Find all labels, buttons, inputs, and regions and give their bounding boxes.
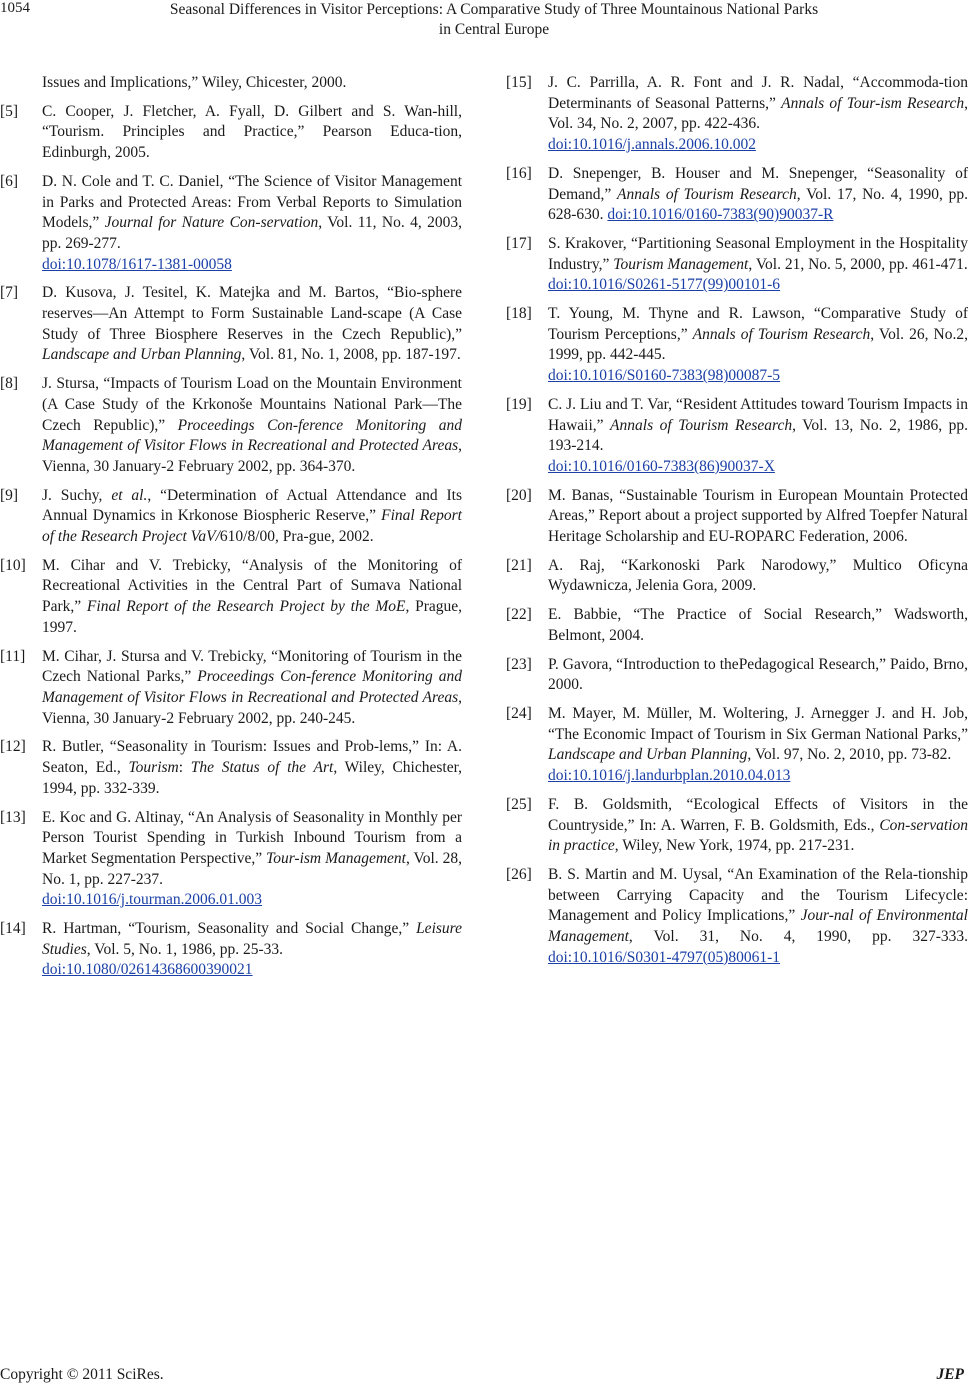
reference-text [42, 283, 462, 366]
reference-number: [6] [0, 172, 19, 190]
reference-text-segment: C. J. Liu and T. Var, “Resident Attitudes toward Tourism Impacts in Hawaii,” [548, 395, 968, 434]
reference-item [506, 73, 968, 156]
doi-link[interactable]: doi:10.1016/j.tourman.2006.01.003 [42, 891, 263, 909]
reference-item [506, 865, 968, 969]
reference-source-title: Proceedings Con-ference Monitoring and Management of Visitor Flows in Recreational and Protected Areas [42, 668, 462, 706]
doi-line [548, 457, 968, 478]
reference-number: [26] [506, 865, 532, 883]
reference-text-segment: , Vol. 31, No. 4, 1990, pp. 327-333. [628, 928, 968, 946]
journal-abbreviation: JEP [936, 1366, 964, 1383]
reference-number: [11] [0, 647, 26, 665]
reference-text [42, 102, 462, 164]
reference-source-title: Con-servation in practice [548, 816, 968, 855]
reference-item [506, 704, 968, 787]
reference-list-left [0, 102, 462, 981]
reference-text-segment: , Vol. 34, No. 2, 2007, pp. 422-436. [548, 94, 968, 133]
reference-text [548, 304, 968, 366]
reference-item [506, 795, 968, 857]
reference-number: [16] [506, 164, 532, 182]
reference-number: [19] [506, 395, 532, 413]
reference-text-segment: J. C. Parrilla, A. R. Font and J. R. Nadal, “Accommoda-tion Determinants of Seasonal Patterns,” [548, 74, 968, 112]
reference-text-segment: J. Stursa, “Impacts of Tourism Load on the Mountain Environment (A Case Study of the Krkonoše Mountains National Park—The Czech Republic),” [42, 375, 462, 434]
references-left-column [0, 73, 462, 989]
reference-text-segment: M. Mayer, M. Müller, M. Woltering, J. Arnegger J. and H. Job, “The Economic Impact of Tourism in Six German National Parks,” [548, 704, 968, 743]
page-number: 1054 [0, 0, 30, 16]
reference-item [0, 647, 462, 730]
reference-item [0, 283, 462, 366]
reference-text [548, 395, 968, 457]
doi-link[interactable]: doi:10.1016/S0261-5177(99)00101-6 [548, 276, 781, 294]
reference-text-segment: , Vol. 26, No.2, 1999, pp. 442-445. [548, 325, 968, 364]
reference-text-segment: M. Banas, “Sustainable Tourism in European Mountain Protected Areas,” Report about a project supported by Alfred Toepfer Natural Heritage Scholarship and EU-ROPARC Federation, 2006. [548, 486, 968, 546]
reference-item [0, 102, 462, 164]
reference-number: [23] [506, 655, 532, 673]
reference-text-segment: , Vol. 97, No. 2, 2010, pp. 73-82. [747, 746, 952, 764]
reference-item [0, 374, 462, 478]
reference-source-title: Annals of Tour-ism Research [781, 94, 965, 112]
running-title-line-1: Seasonal Differences in Visitor Perceptions: A Comparative Study of Three Mountainous National Parks [169, 1, 819, 18]
reference-text [548, 486, 968, 548]
reference-number: [13] [0, 808, 26, 826]
reference-text-segment: , Wiley, Chichester, 1994, pp. 332-339. [42, 759, 462, 797]
reference-item [0, 919, 462, 981]
reference-text-segment: A. Raj, “Karkonoski Park Narodowy,” Multico Oficyna Wydawnicza, Jelenia Gora, 2009. [548, 556, 968, 595]
reference-text-segment: M. Cihar, J. Stursa and V. Trebicky, “Monitoring of Tourism in the Czech National Parks,” [42, 647, 462, 686]
reference-text-segment: M. Cihar and V. Trebicky, “Analysis of the Monitoring of Recreational Activities in the Central Part of Sumava National Park,” [42, 556, 462, 616]
doi-link[interactable]: doi:10.1016/S0301-4797(05)80061-1 [548, 948, 781, 966]
doi-link[interactable]: doi:10.1016/S0160-7383(98)00087-5 [548, 367, 781, 385]
reference-text-segment: D. N. Cole and T. C. Daniel, “The Science of Visitor Management in Parks and Protected Areas: From Verbal Reports to Simulation Models,” [42, 172, 462, 232]
reference-source-title: Proceedings Con-ference Monitoring and Management of Visitor Flows in Recreational and Protected Areas [42, 416, 463, 455]
doi-line [548, 766, 968, 787]
reference-text-segment: : [178, 759, 191, 777]
reference-text [548, 795, 968, 857]
doi-line [548, 135, 968, 156]
doi-line [548, 275, 968, 296]
reference-text-segment: D. Snepenger, B. Houser and M. Snepenger, “Seasonality of Demand,” [548, 164, 968, 203]
reference-item [506, 164, 968, 226]
reference-number: [12] [0, 738, 26, 756]
reference-number: [24] [506, 704, 532, 722]
reference-text [42, 172, 462, 255]
reference-item [506, 655, 968, 696]
doi-line [42, 960, 462, 981]
doi-link[interactable]: doi:10.1016/j.annals.2006.10.002 [548, 136, 756, 154]
reference-text-segment: R. Hartman, “Tourism, Seasonality and Social Change,” [42, 920, 417, 938]
running-title-line-2: in Central Europe [438, 20, 550, 38]
reference-text [42, 737, 462, 799]
reference-source-title: Annals of Tourism Research [617, 185, 797, 203]
reference-source-title: Final Report of the Research Project by the MoE [86, 598, 406, 616]
reference-source-title: Landscape and Urban Planning [42, 346, 242, 364]
reference-number: [8] [0, 375, 19, 393]
doi-link[interactable]: doi:10.1016/0160-7383(90)90037-R [607, 206, 834, 224]
reference-item [506, 395, 968, 478]
reference-number: [10] [0, 556, 26, 574]
reference-source-title: Tour-ism Management [266, 849, 406, 867]
reference-list-right [506, 73, 968, 968]
reference-text-segment: , Vol. 5, No. 1, 1986, pp. 25-33. [86, 940, 283, 958]
references-right-column [506, 73, 968, 976]
reference-text-segment: T. Young, M. Thyne and R. Lawson, “Comparative Study of Tourism Perceptions,” [548, 305, 968, 343]
reference-text-segment: J. Suchy, [42, 486, 112, 504]
reference-text-segment: E. Babbie, “The Practice of Social Research,” Wadsworth, Belmont, 2004. [548, 606, 968, 644]
reference-source-title: Tourism Management [613, 255, 749, 273]
running-title [60, 0, 928, 39]
reference-continued-text: Issues and Implications,” Wiley, Chicester, 2000. [42, 74, 347, 91]
reference-source-title: Annals of Tourism Research [610, 416, 793, 434]
reference-source-title: Tourism [128, 759, 179, 777]
reference-number: [9] [0, 486, 19, 504]
reference-text-segment: , Vol. 17, No. 4, 1990, pp. 628-630. [548, 185, 968, 224]
doi-link[interactable]: doi:10.1016/0160-7383(86)90037-X [548, 457, 775, 475]
reference-text [548, 655, 968, 696]
reference-text-segment: F. B. Goldsmith, “Ecological Effects of Visitors in the Countryside,” In: A. Warren, F. B. Goldsmith, Eds., [548, 795, 968, 834]
reference-text-segment: C. Cooper, J. Fletcher, A. Fyall, D. Gilbert and S. Wan-hill, “Tourism. Principles and Practice,” Pearson Educa-tion, Edinburgh, 2005. [42, 102, 462, 162]
reference-number: [17] [506, 234, 532, 252]
reference-text [42, 919, 462, 960]
reference-item [506, 486, 968, 548]
reference-text [42, 486, 462, 548]
reference-number: [7] [0, 284, 19, 302]
doi-line [42, 890, 462, 911]
reference-item [0, 556, 462, 639]
reference-text [42, 556, 462, 639]
reference-source-title: et al. [111, 486, 148, 504]
reference-text [548, 704, 968, 766]
reference-item [0, 486, 462, 548]
reference-number: [5] [0, 102, 19, 120]
reference-source-title: Jour-nal of Environmental Management [548, 907, 968, 946]
reference-number: [14] [0, 920, 26, 938]
reference-text-segment: S. Krakover, “Partitioning Seasonal Employment in the Hospitality Industry,” [548, 234, 968, 273]
reference-number: [20] [506, 486, 532, 504]
reference-item [506, 234, 968, 296]
reference-text [548, 556, 968, 597]
reference-text-segment: , Vol. 81, No. 1, 2008, pp. 187-197. [241, 346, 461, 364]
reference-text-segment: R. Butler, “Seasonality in Tourism: Issues and Prob-lems,” In: A. Seaton, Ed., [42, 738, 462, 777]
reference-text [548, 73, 968, 135]
reference-text-segment: , Wiley, New York, 1974, pp. 217-231. [614, 837, 855, 855]
reference-text [548, 164, 968, 226]
reference-item [506, 556, 968, 597]
reference-text-segment: , “Determination of Actual Attendance and Its Annual Dynamics in Krkonose Biospheric Reserve,” [42, 486, 462, 525]
reference-text-segment: , Prague, 1997. [42, 598, 463, 636]
reference-number: [22] [506, 606, 532, 624]
reference-item [0, 808, 462, 912]
reference-number: [25] [506, 795, 532, 813]
reference-text [548, 234, 968, 275]
reference-number: [15] [506, 74, 532, 91]
reference-text-segment: D. Kusova, J. Tesitel, K. Matejka and M. Bartos, “Bio-sphere reserves—An Attempt to Form Sustainable Land-scape (A Case Study of Three Biosphere Reserves in the Czech Republic),” [42, 284, 462, 343]
reference-text-segment: , Vol. 21, No. 5, 2000, pp. 461-471. [748, 255, 968, 273]
reference-item [0, 172, 462, 276]
doi-line [548, 366, 968, 387]
reference-text [42, 808, 462, 891]
reference-source-title: Annals of Tourism Research [692, 325, 871, 343]
doi-link[interactable]: doi:10.1016/j.landurbplan.2010.04.013 [548, 767, 791, 785]
reference-item [506, 605, 968, 646]
reference-text-segment: , Vol. 11, No. 4, 2003, pp. 269-277. [42, 214, 462, 252]
reference-text-segment: , Vol. 28, No. 1, pp. 227-237. [42, 849, 462, 888]
copyright-notice: Copyright © 2011 SciRes. [0, 1366, 164, 1383]
reference-number: [18] [506, 305, 532, 323]
reference-text-segment: , Vienna, 30 January-2 February 2002, pp. 240-245. [42, 688, 462, 727]
reference-source-title: Leisure Studies [42, 920, 462, 958]
reference-source-title: Journal for Nature Con-servation [104, 214, 319, 232]
doi-link[interactable]: doi:10.1078/1617-1381-00058 [42, 255, 232, 273]
reference-text-segment: 610/8/00, Pra-gue, 2002. [219, 528, 374, 546]
reference-text-segment: P. Gavora, “Introduction to thePedagogical Research,” Paido, Brno, 2000. [548, 655, 968, 694]
reference-text [548, 865, 968, 969]
reference-item [506, 304, 968, 387]
doi-line [42, 255, 462, 276]
doi-link[interactable]: doi:10.1080/02614368600390021 [42, 961, 253, 979]
reference-text [42, 374, 462, 478]
reference-text [42, 647, 462, 730]
reference-source-title: Landscape and Urban Planning [548, 746, 748, 764]
reference-item [0, 737, 462, 799]
reference-source-title: The Status of the Art [190, 759, 334, 777]
reference-source-title: Final Report of the Research Project VaV/ [42, 507, 462, 546]
reference-text-segment: , Vienna, 30 January-2 February 2002, pp. 364-370. [42, 437, 462, 475]
reference-text [548, 605, 968, 646]
reference-text-segment: B. S. Martin and M. Uysal, “An Examination of the Rela-tionship between Carrying Capacity and the Tourism Lifecycle: Management and Policy Implications,” [548, 865, 968, 925]
reference-text-segment: E. Koc and G. Altinay, “An Analysis of Seasonality in Monthly per Person Tourist Spending in Turkish Inbound Tourism from a Market Segmentation Perspective,” [42, 808, 462, 867]
reference-number: [21] [506, 556, 532, 574]
reference-text-segment: , Vol. 13, No. 2, 1986, pp. 193-214. [548, 416, 968, 455]
